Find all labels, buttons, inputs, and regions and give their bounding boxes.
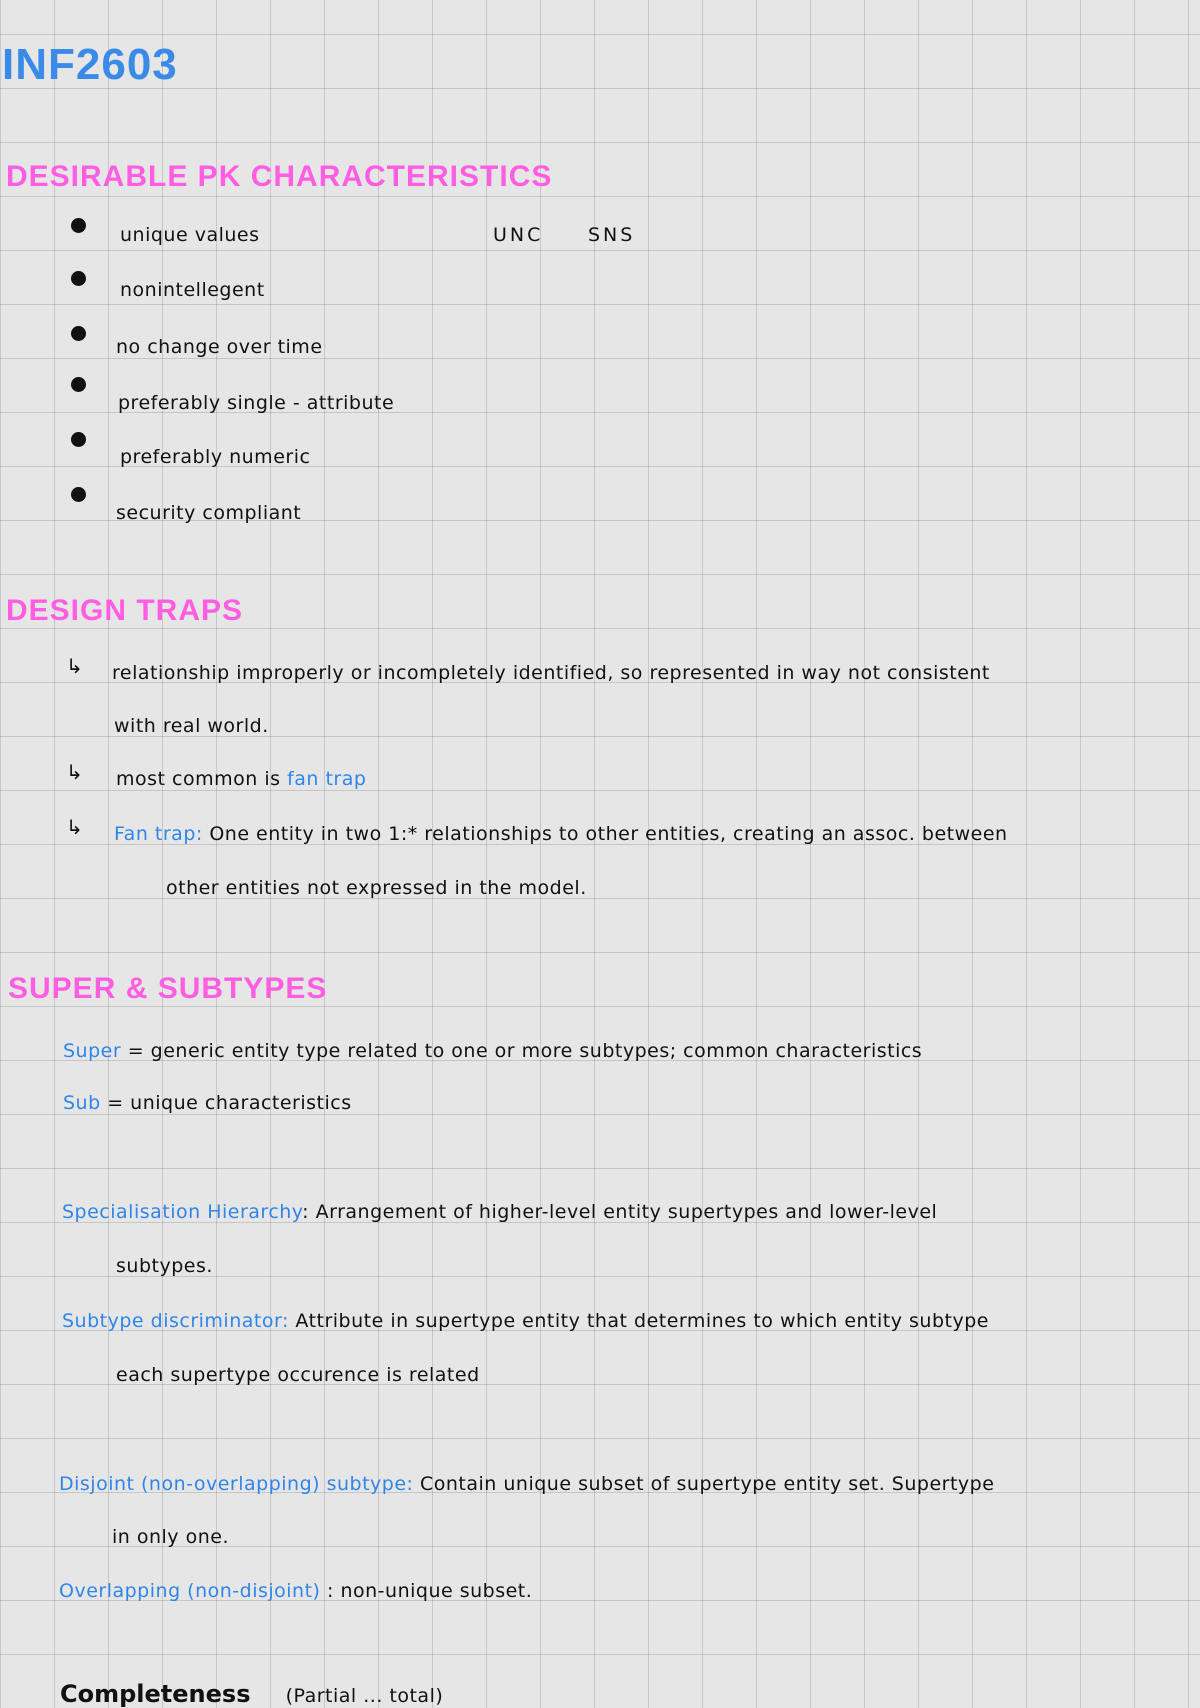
bullet-icon [71, 271, 86, 286]
fan-trap-def: One entity in two 1:* relationships to other entities, creating an assoc. between [209, 823, 1008, 845]
sub-text: = unique characteristics [107, 1092, 352, 1114]
super-term: Super [63, 1040, 122, 1062]
completeness-line [60, 1680, 443, 1708]
list-item: preferably numeric [120, 446, 311, 468]
bullet-icon [71, 487, 86, 502]
super-def [63, 1040, 922, 1062]
sub-term: Sub [63, 1092, 101, 1114]
disjoint-term: Disjoint (non-overlapping) subtype: [59, 1473, 414, 1495]
trap-item-2 [116, 768, 366, 790]
disjoint-line-2: in only one. [112, 1526, 229, 1548]
disjoint-text: Contain unique subset of supertype entity set. Supertype [420, 1473, 995, 1495]
overlapping-subtype [59, 1580, 532, 1602]
spec-hierarchy-text: : Arrangement of higher-level entity supertypes and lower-level [302, 1201, 938, 1223]
trap-item-3-line-2: other entities not expressed in the model. [166, 877, 587, 899]
subtype-discriminator [62, 1310, 989, 1332]
traps-heading: DESIGN TRAPS [6, 594, 244, 627]
pk-heading: DESIRABLE PK CHARACTERISTICS [6, 160, 553, 193]
spec-hierarchy-line-2: subtypes. [116, 1255, 213, 1277]
spec-hierarchy [62, 1201, 937, 1223]
completeness-term: Completeness [60, 1680, 251, 1708]
sub-def [63, 1092, 352, 1114]
trap-item-1-line-1: relationship improperly or incompletely identified, so represented in way not consistent [112, 662, 990, 684]
spec-hierarchy-term: Specialisation Hierarchy [62, 1201, 303, 1223]
completeness-note: (Partial ... total) [285, 1685, 444, 1707]
bullet-icon [71, 326, 86, 341]
bullet-icon [71, 377, 86, 392]
overlapping-text: : non-unique subset. [327, 1580, 533, 1602]
arrow-icon: ↳ [66, 760, 83, 784]
list-item: preferably single - attribute [118, 392, 395, 414]
types-heading: SUPER & SUBTYPES [8, 972, 328, 1005]
list-item: no change over time [116, 336, 323, 358]
fan-trap-term: fan trap [287, 768, 367, 790]
trap-item-1-line-2: with real world. [114, 715, 269, 737]
subtype-discriminator-line-2: each supertype occurence is related [116, 1364, 480, 1386]
overlapping-term: Overlapping (non-disjoint) [59, 1580, 321, 1602]
bullet-icon [71, 432, 86, 447]
mnemonic-unc: UNC [493, 224, 544, 246]
list-item: nonintellegent [120, 279, 265, 301]
trap-item-3-line-1 [114, 823, 1008, 845]
disjoint-subtype [59, 1473, 994, 1495]
page-title: INF2603 [2, 40, 178, 89]
list-item: security compliant [116, 502, 302, 524]
trap-item-2-prefix: most common is [116, 768, 281, 790]
super-text: = generic entity type related to one or more subtypes; common characteristics [127, 1040, 923, 1062]
fan-trap-def-term: Fan trap: [114, 823, 203, 845]
list-item: unique values [120, 224, 260, 246]
mnemonic-sns: SNS [588, 224, 636, 246]
bullet-icon [71, 218, 86, 233]
arrow-icon: ↳ [66, 654, 83, 678]
subtype-discriminator-term: Subtype discriminator: [62, 1310, 289, 1332]
arrow-icon: ↳ [66, 815, 83, 839]
subtype-discriminator-text: Attribute in supertype entity that determines to which entity subtype [295, 1310, 989, 1332]
